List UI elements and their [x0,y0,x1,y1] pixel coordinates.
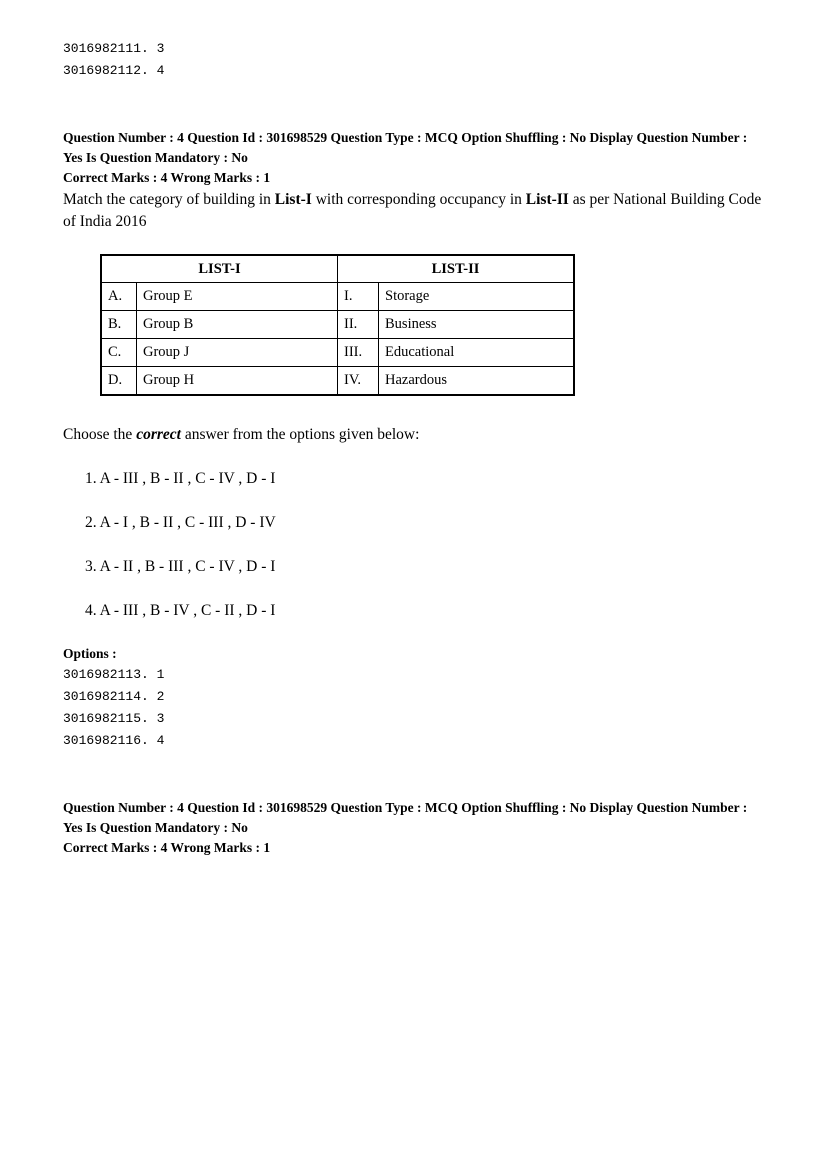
question-meta-header: Question Number : 4 Question Id : 301698529 Question Type : MCQ Option Shuffling : No Display Question Number : Yes Is Question Mandatory : No [63,800,748,835]
question-meta-block [63,128,766,752]
table-cell-right-key: I. [338,283,379,311]
question-marks-line: Correct Marks : 4 Wrong Marks : 1 [63,170,271,185]
choose-text-segment: Choose the [63,426,137,443]
table-row [101,367,574,396]
answer-option-2: 2. A - I , B - II , C - III , D - IV [85,514,276,531]
option-id-line: 3016982116. 4 [63,733,165,748]
question-text-segment: as per National Building Code of India 2016 [63,191,762,230]
choose-instruction [63,426,766,444]
question-text [63,189,763,232]
question-text-bold-list2: List-II [525,191,569,208]
table-cell-right-key: IV. [338,367,379,396]
table-header-list2: LIST-II [338,255,575,283]
choose-text-segment: answer from the options given below: [180,426,420,443]
option-id-line: 3016982114. 2 [63,689,165,704]
answer-option-4: 4. A - III , B - IV , C - II , D - I [85,602,276,619]
table-cell-left-key: C. [101,339,137,367]
table-cell-right-key: III. [338,339,379,367]
table-cell-right-val: Business [379,311,575,339]
table-header-row [101,255,574,283]
table-cell-left-val: Group H [137,367,338,396]
table-header-list1: LIST-I [101,255,338,283]
table-cell-left-key: B. [101,311,137,339]
table-cell-right-key: II. [338,311,379,339]
table-cell-left-key: D. [101,367,137,396]
option-id-line: 3016982111. 3 [63,41,165,56]
match-table [100,254,575,396]
table-cell-left-val: Group J [137,339,338,367]
bottom-option-id-lines [63,664,766,752]
table-cell-right-val: Educational [379,339,575,367]
table-cell-left-val: Group B [137,311,338,339]
table-cell-left-val: Group E [137,283,338,311]
answer-options-list [85,470,766,620]
question-meta-block-repeat [63,798,766,858]
answer-option-1: 1. A - III , B - II , C - IV , D - I [85,470,276,487]
table-row [101,311,574,339]
table-cell-right-val: Storage [379,283,575,311]
option-id-line: 3016982113. 1 [63,667,165,682]
table-cell-right-val: Hazardous [379,367,575,396]
question-text-segment: with corresponding occupancy in [311,191,526,208]
option-id-line: 3016982115. 3 [63,711,165,726]
question-marks-line: Correct Marks : 4 Wrong Marks : 1 [63,840,271,855]
table-row [101,339,574,367]
question-meta-header: Question Number : 4 Question Id : 301698529 Question Type : MCQ Option Shuffling : No Display Question Number : Yes Is Question Mandatory : No [63,130,748,165]
option-id-line: 3016982112. 4 [63,63,165,78]
top-option-id-lines [63,38,766,82]
answer-option-3: 3. A - II , B - III , C - IV , D - I [85,558,276,575]
question-text-segment: Match the category of building in [63,191,275,208]
table-row [101,283,574,311]
choose-text-correct: correct [136,426,181,443]
question-text-bold-list1: List-I [274,191,312,208]
options-label: Options : [63,646,117,661]
table-cell-left-key: A. [101,283,137,311]
